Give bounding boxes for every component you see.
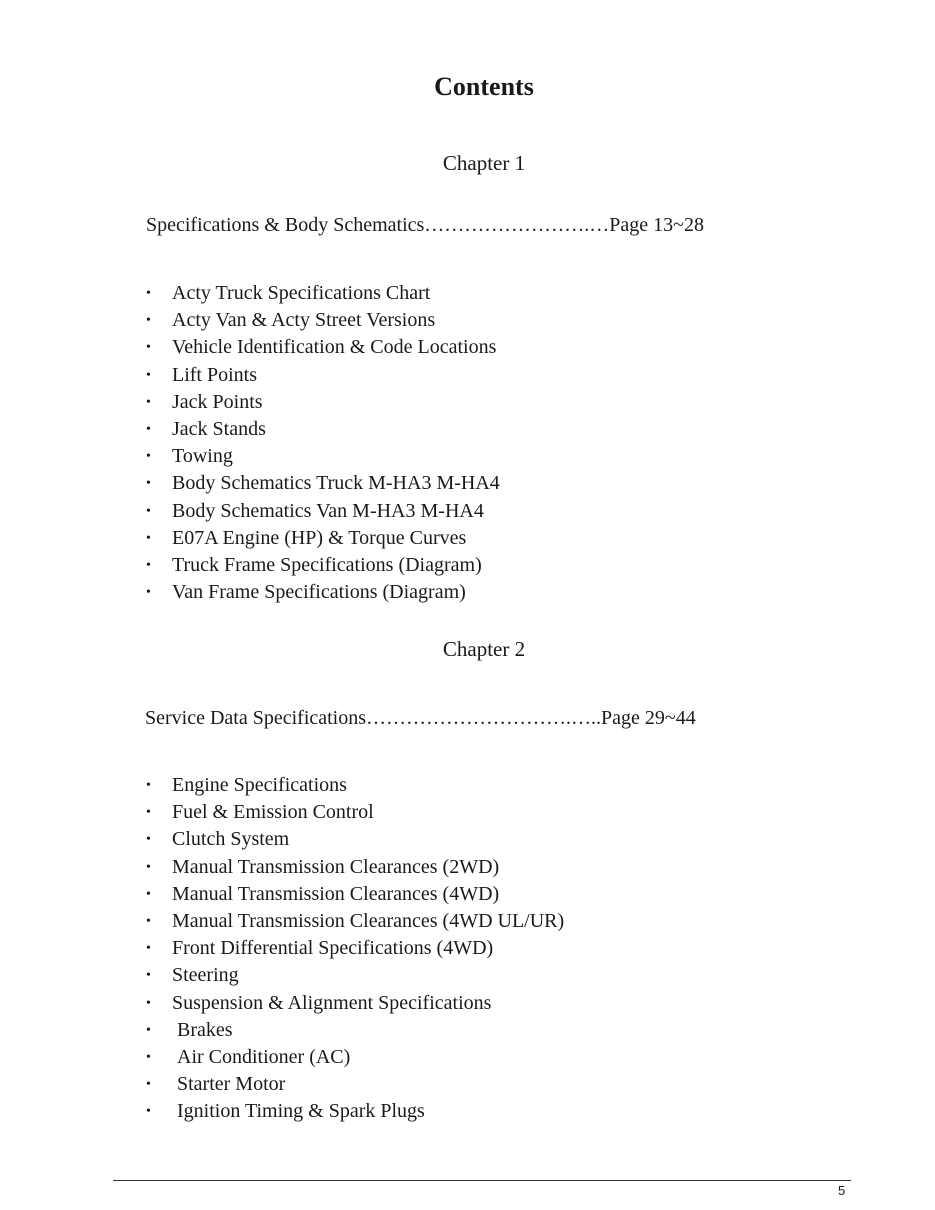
list-item: • Manual Transmission Clearances (2WD) [146, 854, 564, 881]
list-item: • E07A Engine (HP) & Torque Curves [146, 525, 500, 552]
bullet-icon: • [146, 1077, 151, 1093]
list-item: • Jack Points [146, 389, 500, 416]
chapter-1-toc-line: Specifications & Body Schematics…………………….…Page 13~28 [146, 214, 704, 236]
bullet-icon: • [146, 421, 151, 437]
list-item: • Manual Transmission Clearances (4WD) [146, 881, 564, 908]
bullet-icon: • [146, 1022, 151, 1038]
bullet-icon: • [146, 394, 151, 410]
chapter-2-toc-line: Service Data Specifications………………………….…..Page 29~44 [145, 707, 696, 729]
list-item: • Vehicle Identification & Code Locations [146, 334, 500, 361]
chapter-2-topic-list [146, 772, 564, 1125]
list-item: • Clutch System [146, 826, 564, 853]
bullet-icon: • [146, 995, 151, 1011]
bullet-icon: • [146, 859, 151, 875]
list-item: • Acty Van & Acty Street Versions [146, 307, 500, 334]
list-item: • Jack Stands [146, 416, 500, 443]
bullet-icon: • [146, 886, 151, 902]
footer-divider [113, 1180, 851, 1181]
bullet-icon: • [146, 367, 151, 383]
bullet-icon: • [146, 530, 151, 546]
bullet-icon: • [146, 805, 151, 821]
bullet-icon: • [146, 585, 151, 601]
list-item: • Body Schematics Truck M-HA3 M-HA4 [146, 470, 500, 497]
bullet-icon: • [146, 340, 151, 356]
list-item: • Fuel & Emission Control [146, 799, 564, 826]
list-item: • Engine Specifications [146, 772, 564, 799]
chapter-1-topic-list [146, 280, 500, 606]
list-item: • Van Frame Specifications (Diagram) [146, 579, 500, 606]
bullet-icon: • [146, 968, 151, 984]
bullet-icon: • [146, 941, 151, 957]
page-title: Contents [434, 72, 534, 101]
list-item: • Body Schematics Van M-HA3 M-HA4 [146, 498, 500, 525]
list-item: • Air Conditioner (AC) [146, 1044, 564, 1071]
bullet-icon: • [146, 832, 151, 848]
bullet-icon: • [146, 476, 151, 492]
bullet-icon: • [146, 1104, 151, 1120]
list-item: • Acty Truck Specifications Chart [146, 280, 500, 307]
bullet-icon: • [146, 778, 151, 793]
bullet-icon: • [146, 313, 151, 329]
list-item: • Towing [146, 443, 500, 470]
list-item: • Brakes [146, 1017, 564, 1044]
bullet-icon: • [146, 449, 151, 465]
list-item: • Ignition Timing & Spark Plugs [146, 1098, 564, 1125]
bullet-icon: • [146, 1049, 151, 1065]
bullet-icon: • [146, 557, 151, 573]
bullet-icon: • [146, 286, 151, 301]
list-item: • Suspension & Alignment Specifications [146, 990, 564, 1017]
chapter-1-heading: Chapter 1 [442, 151, 526, 175]
list-item: • Truck Frame Specifications (Diagram) [146, 552, 500, 579]
page-number: 5 [838, 1183, 846, 1198]
bullet-icon: • [146, 913, 151, 929]
bullet-icon: • [146, 503, 151, 519]
list-item: • Manual Transmission Clearances (4WD UL/UR) [146, 908, 564, 935]
chapter-2-heading: Chapter 2 [442, 637, 526, 661]
list-item: • Starter Motor [146, 1071, 564, 1098]
list-item: • Lift Points [146, 362, 500, 389]
list-item: • Front Differential Specifications (4WD) [146, 935, 564, 962]
list-item: • Steering [146, 962, 564, 989]
